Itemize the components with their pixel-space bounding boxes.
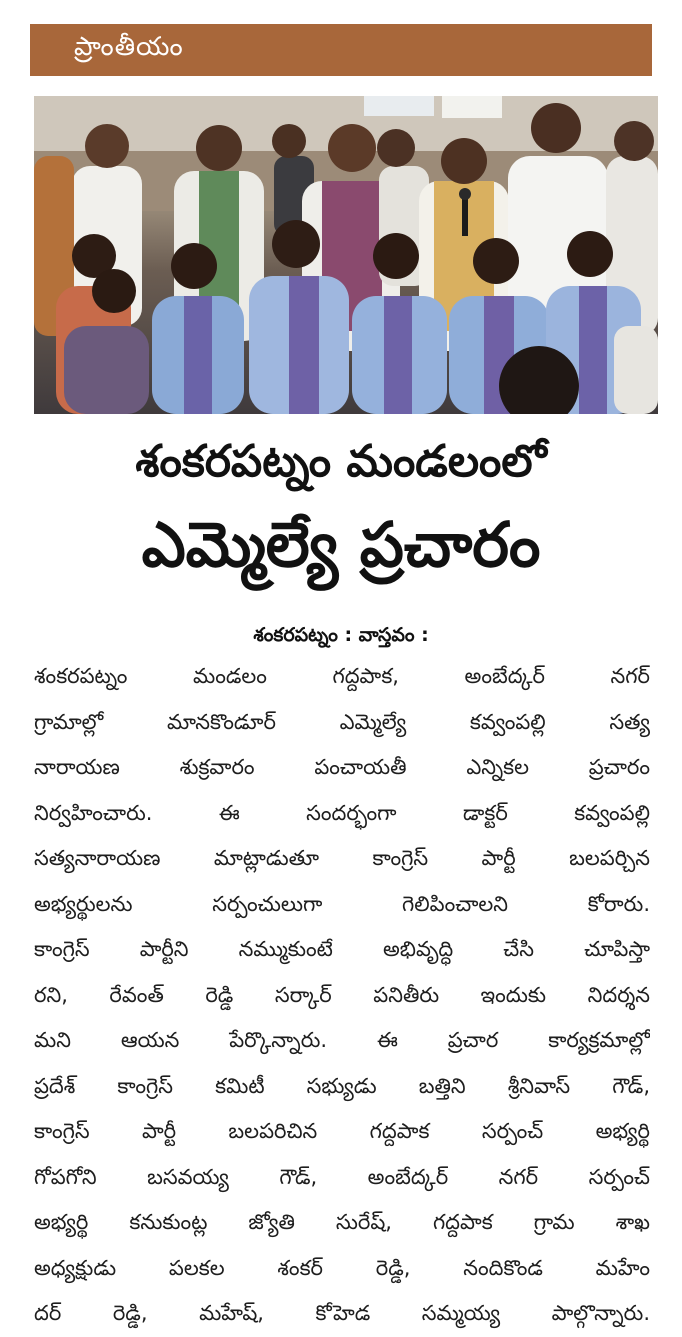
campaign-photo (34, 96, 658, 414)
article-body-line: కాంగ్రెస్ పార్టీ బలపరిచిన గద్దపాక సర్పంచ్ అభ్యర్థి (34, 1119, 650, 1143)
headline-line-2: ఎమ్మెల్యే ప్రచారం (141, 508, 541, 581)
article-body-line: రని, రేవంత్ రెడ్డి సర్కార్ పనితీరు ఇందుకు నిదర్శన (34, 982, 650, 1007)
headline-line-1: శంకరపట్నం మండలంలో (135, 436, 547, 487)
article-body-line: గోపగోని బసవయ్య గౌడ్, అంబేద్కర్ నగర్ సర్పంచ్ (34, 1164, 650, 1189)
article-body-line: నారాయణ శుక్రవారం పంచాయతీ ఎన్నికల ప్రచారం (34, 755, 650, 779)
article-body-line: శంకరపట్నం మండలం గద్దపాక, అంబేద్కర్ నగర్ (34, 664, 650, 688)
article-body-line: అభ్యర్థి కనుకుంట్ల జ్యోతి సురేష్, గద్దపాక గ్రామ శాఖ (34, 1210, 650, 1234)
article-body-line: సత్యనారాయణ మాట్లాడుతూ కాంగ్రెస్ పార్టీ బలపర్చిన (34, 846, 650, 870)
campaign-photo-illustration (34, 96, 658, 414)
dateline: శంకరపట్నం : వాస్తవం : (253, 624, 429, 646)
article-body-line: నిర్వహించారు. ఈ సందర్భంగా డాక్టర్ కవ్వంపల్లి (34, 800, 650, 825)
article-body-line: ప్రదేశ్ కాంగ్రెస్ కమిటీ సభ్యుడు బత్తిని శ్రీనివాస్ గౌడ్, (34, 1073, 650, 1098)
article-body (34, 654, 650, 1337)
article-body-line: గ్రామాల్లో మానకొండూర్ ఎమ్మెల్యే కవ్వంపల్లి సత్య (34, 709, 650, 734)
article-body-line: అభ్యర్థులను సర్పంచులుగా గెలిపించాలని కోరారు. (34, 891, 650, 916)
section-header-bar (30, 24, 652, 76)
article-body-line: మని ఆయన పేర్కొన్నారు. ఈ ప్రచార కార్యక్రమాల్లో (34, 1028, 650, 1052)
section-label: ప్రాంతీయం (74, 32, 184, 62)
article-body-line: దర్ రెడ్డి, మహేష్, కోహెడ సమ్మయ్య పాల్గొన్నారు. (34, 1301, 650, 1325)
article-body-line: కాంగ్రెస్ పార్టీని నమ్ముకుంటే అభివృద్ధి చేసి చూపిస్తా (34, 937, 650, 961)
article-body-line: అధ్యక్షుడు పలకల శంకర్ రెడ్డి, నందికొండ మహేం (34, 1255, 650, 1280)
